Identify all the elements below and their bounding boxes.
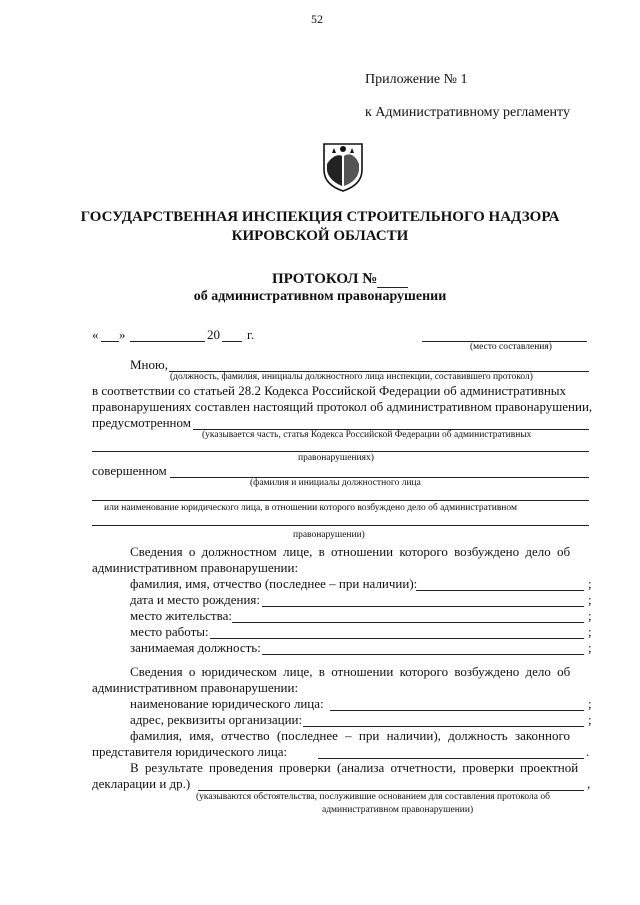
official-field-work[interactable] xyxy=(210,638,584,639)
semicolon: ; xyxy=(588,592,592,607)
kirov-oblast-coat-of-arms-icon xyxy=(322,142,364,192)
author-text-1: в соответствии со статьей 28.2 Кодекса Российской Федерации об административных xyxy=(92,383,567,398)
protocol-subtitle: об административном правонарушении xyxy=(193,289,447,304)
official-field-residence[interactable] xyxy=(232,622,584,623)
official-field-label-fio: фамилия, имя, отчество (последнее – при наличии): xyxy=(130,576,418,591)
committed-hint-3: правонарушении) xyxy=(293,530,365,540)
legal-field-label-name: наименование юридического лица: xyxy=(130,696,324,711)
article-hint-1: (указывается часть, статья Кодекса Российской Федерации об административных xyxy=(202,430,532,440)
committed-hint-1: (фамилия и инициалы должностного лица xyxy=(250,478,421,488)
appendix-line-2: к Административному регламенту xyxy=(365,105,570,120)
protocol-number-line[interactable] xyxy=(377,287,408,288)
period: . xyxy=(586,744,590,759)
date-close-quote: » xyxy=(119,327,126,342)
place-hint: (место составления) xyxy=(470,342,552,352)
official-field-label-position: занимаемая должность: xyxy=(130,640,261,655)
committed-hint-2: или наименование юридического лица, в отношении которого возбуждено дело об административном xyxy=(104,503,517,513)
semicolon: ; xyxy=(588,608,592,623)
official-field-label-birth: дата и место рождения: xyxy=(130,592,261,607)
committed-field-3[interactable] xyxy=(92,525,589,526)
official-field-position[interactable] xyxy=(262,654,584,655)
year-field[interactable] xyxy=(222,341,242,342)
comma: , xyxy=(587,776,591,791)
author-label: Мною, xyxy=(130,357,168,372)
author-hint: (должность, фамилия, инициалы должностного лица инспекции, составившего протокол) xyxy=(170,372,533,382)
semicolon: ; xyxy=(588,640,592,655)
inspection-text-1: В результате проведения проверки (анализа отчетности, проверки проектной xyxy=(130,760,579,775)
semicolon: ; xyxy=(588,696,592,711)
semicolon: ; xyxy=(588,624,592,639)
org-name-line-2: КИРОВСКОЙ ОБЛАСТИ xyxy=(231,228,409,244)
author-text-3: предусмотренном xyxy=(92,415,191,430)
legal-rep-field[interactable] xyxy=(318,758,584,759)
month-field[interactable] xyxy=(130,341,205,342)
official-intro-2: административном правонарушении: xyxy=(92,560,299,575)
year-prefix: 20 xyxy=(207,327,220,342)
article-hint-2: правонарушениях) xyxy=(298,453,374,463)
legal-rep-text-2: представителя юридического лица: xyxy=(92,744,288,759)
inspection-hint-1: (указываются обстоятельства, послужившие основанием для составления протокола об xyxy=(196,792,550,802)
year-suffix: г. xyxy=(247,327,255,342)
inspection-field[interactable] xyxy=(198,790,584,791)
inspection-hint-2: административном правонарушении) xyxy=(322,805,474,815)
legal-field-label-address: адрес, реквизиты организации: xyxy=(130,712,303,727)
official-field-birth[interactable] xyxy=(262,606,584,607)
org-name-line-1: ГОСУДАРСТВЕННАЯ ИНСПЕКЦИЯ СТРОИТЕЛЬНОГО НАДЗОРА xyxy=(80,209,560,225)
legal-rep-text-1: фамилия, имя, отчество (последнее – при наличии), должность законного xyxy=(130,728,570,743)
page-number: 52 xyxy=(311,12,323,26)
official-intro-1: Сведения о должностном лице, в отношении которого возбуждено дело об xyxy=(130,544,571,559)
article-field-2[interactable] xyxy=(92,451,589,452)
legal-field-address[interactable] xyxy=(303,726,584,727)
official-field-label-residence: место жительства: xyxy=(130,608,232,623)
legal-field-name[interactable] xyxy=(330,710,584,711)
semicolon: ; xyxy=(588,712,592,727)
committed-label: совершенном xyxy=(92,463,167,478)
official-field-fio[interactable] xyxy=(416,590,584,591)
inspection-text-2: декларации и др.) xyxy=(92,776,191,791)
legal-intro-1: Сведения о юридическом лице, в отношении которого возбуждено дело об xyxy=(130,664,571,679)
date-open-quote: « xyxy=(92,327,99,342)
protocol-title: ПРОТОКОЛ № xyxy=(272,271,378,287)
appendix-line-1: Приложение № 1 xyxy=(365,72,468,87)
author-text-2: правонарушениях составлен настоящий протокол об административном правонарушении, xyxy=(92,399,593,414)
legal-intro-2: административном правонарушении: xyxy=(92,680,299,695)
semicolon: ; xyxy=(588,576,592,591)
committed-field-2[interactable] xyxy=(92,500,589,501)
official-field-label-work: место работы: xyxy=(130,624,209,639)
day-field[interactable] xyxy=(101,341,119,342)
